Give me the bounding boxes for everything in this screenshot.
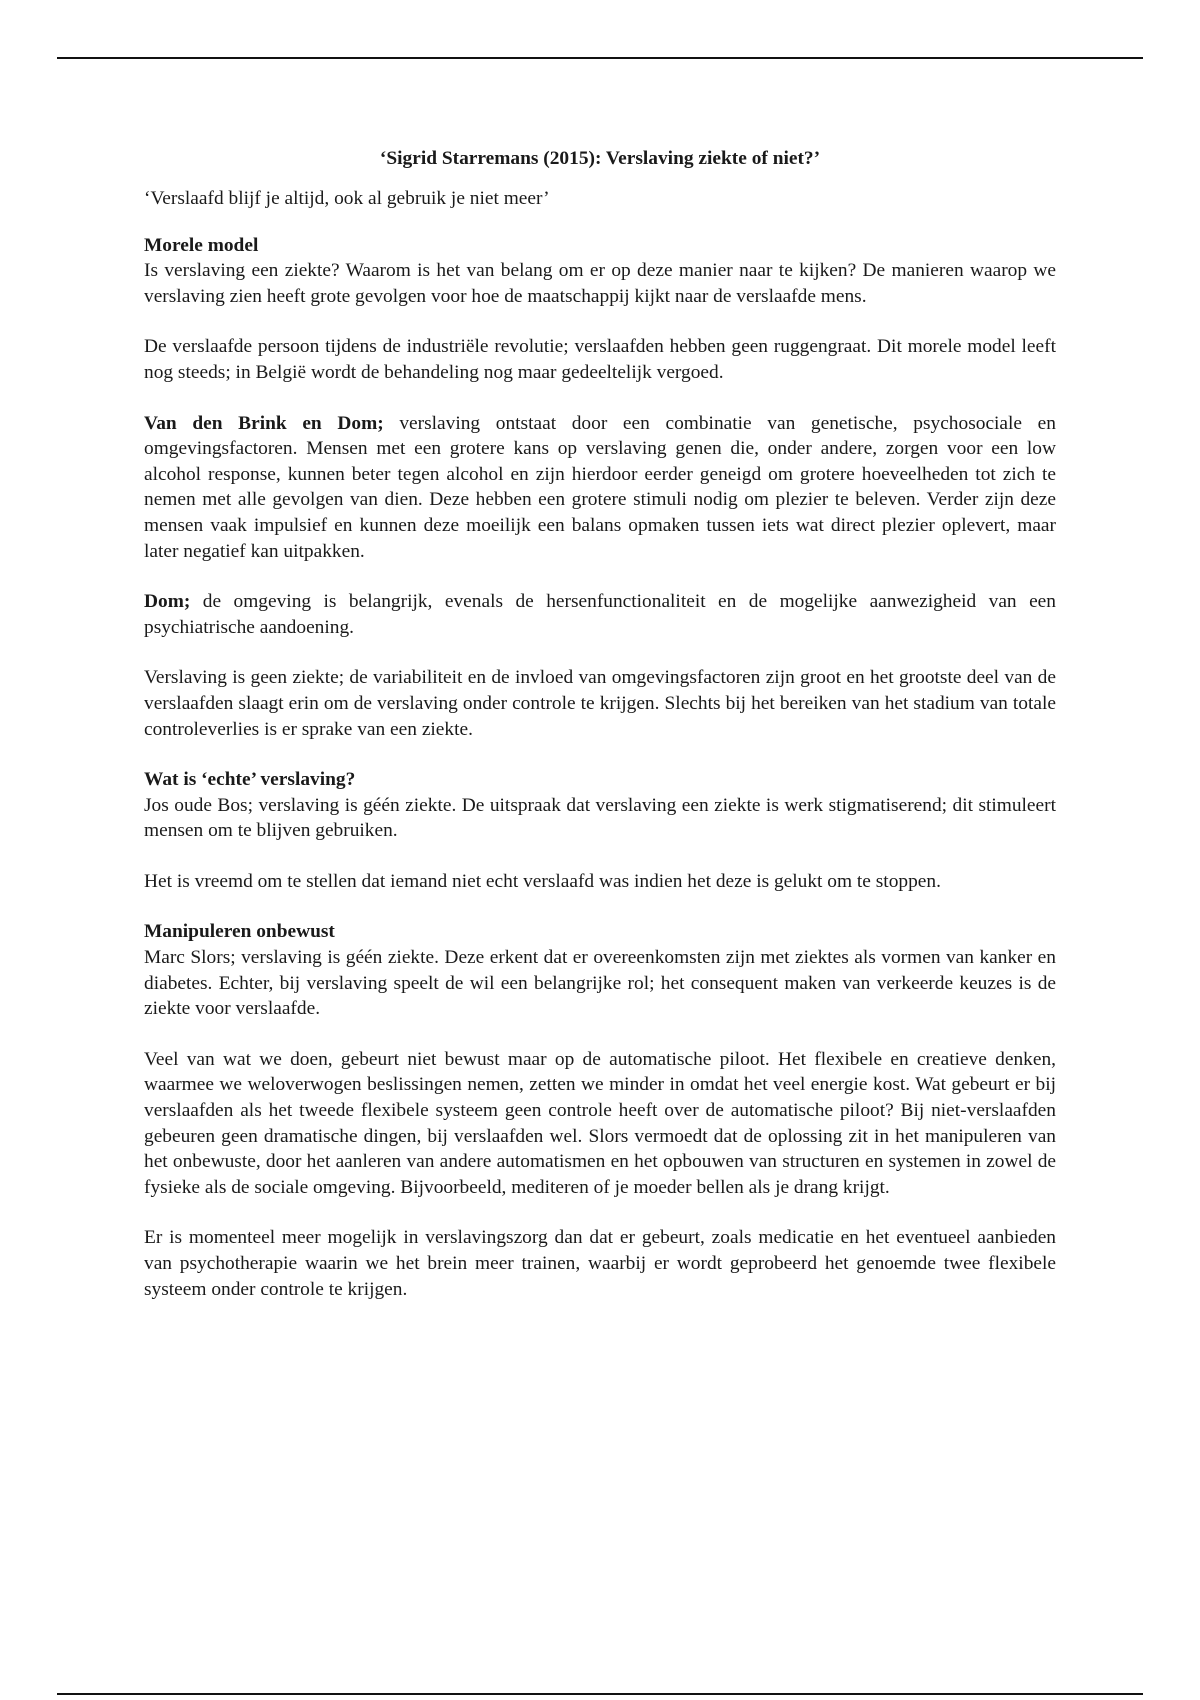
paragraph: Marc Slors; verslaving is géén ziekte. Deze erkent dat er overeenkomsten zijn met ziektes als vormen van kanker en diabetes. Echter, bij verslaving speelt de wil een belangrijke rol; het consequent maken van verkeerde keuzes is de ziekte voor verslaafde. [144,947,1056,1020]
heading-manipuleren-onbewust: Manipuleren onbewust [144,921,335,943]
paragraph: Er is momenteel meer mogelijk in verslavingszorg dan dat er gebeurt, zoals medicatie en het eventueel aanbieden van psychotherapie waarin we het brein meer trainen, waarbij er wordt geprobeerd het genoemde twee flexibele systeem onder controle te krijgen. [144,1227,1056,1300]
paragraph: Is verslaving een ziekte? Waarom is het van belang om er op deze manier naar te kijken? De manieren waarop we verslaving zien heeft grote gevolgen voor hoe de maatschappij kijkt naar de verslaafde mens. [144,260,1056,307]
paragraph: Het is vreemd om te stellen dat iemand niet echt verslaafd was indien het deze is gelukt om te stoppen. [144,870,941,892]
subtitle-quote: ‘Verslaafd blijf je altijd, ook al gebruik je niet meer’ [144,188,550,209]
paragraph-text: verslaving ontstaat door een combinatie van genetische, psychosociale en omgevingsfactoren. Mensen met een grotere kans op verslaving genen die, onder andere, zorgen voor een low alcohol response, kunnen beter tegen alcohol en zijn hierdoor eerder geneigd om grotere hoeveelheden tot zich te nemen met alle gevolgen van dien. Deze hebben een grotere stimuli nodig om plezier te beleven. Verder zijn deze mensen vaak impulsief en kunnen deze moeilijk een balans opmaken tussen iets wat direct plezier oplevert, maar later negatief kan uitpakken. [144,412,1056,562]
top-rule [57,57,1143,59]
document-body [144,146,1056,1302]
paragraph-lead: Dom; [144,591,191,613]
paragraph [144,589,1056,640]
paragraph: De verslaafde persoon tijdens de industriële revolutie; verslaafden hebben geen ruggengraat. Dit morele model leeft nog steeds; in België wordt de behandeling nog maar gedeeltelijk vergoed. [144,336,1056,383]
paragraph: Verslaving is geen ziekte; de variabiliteit en de invloed van omgevingsfactoren zijn groot en het grootste deel van de verslaafden slaagt erin om de verslaving onder controle te krijgen. Slechts bij het bereiken van het stadium van totale controleverlies is er sprake van een ziekte. [144,667,1056,740]
heading-morele-model: Morele model [144,234,259,256]
paragraph-text: de omgeving is belangrijk, evenals de hersenfunctionaliteit en de mogelijke aanwezigheid van een psychiatrische aandoening. [144,591,1056,638]
paragraph-lead: Van den Brink en Dom; [144,412,384,434]
bottom-rule [57,1693,1143,1695]
heading-echte-verslaving: Wat is ‘echte’ verslaving? [144,769,356,791]
paragraph: Veel van wat we doen, gebeurt niet bewust maar op de automatische piloot. Het flexibele en creatieve denken, waarmee we weloverwogen beslissingen nemen, zetten we minder in omdat het veel energie kost. Wat gebeurt er bij verslaafden als het tweede flexibele systeem geen controle heeft over de automatische piloot? Bij niet-verslaafden gebeuren geen dramatische dingen, bij verslaafden wel. Slors vermoedt dat de oplossing zit in het manipuleren van het onbewuste, door het aanleren van andere automatismen en het opbouwen van structuren en systemen in zowel de fysieke als de sociale omgeving. Bijvoorbeeld, mediteren of je moeder bellen als je drang krijgt. [144,1048,1056,1198]
document-title: ‘Sigrid Starremans (2015): Verslaving ziekte of niet?’ [379,148,821,169]
paragraph [144,411,1056,565]
paragraph: Jos oude Bos; verslaving is géén ziekte. De uitspraak dat verslaving een ziekte is werk stigmatiserend; dit stimuleert mensen om te blijven gebruiken. [144,794,1056,842]
